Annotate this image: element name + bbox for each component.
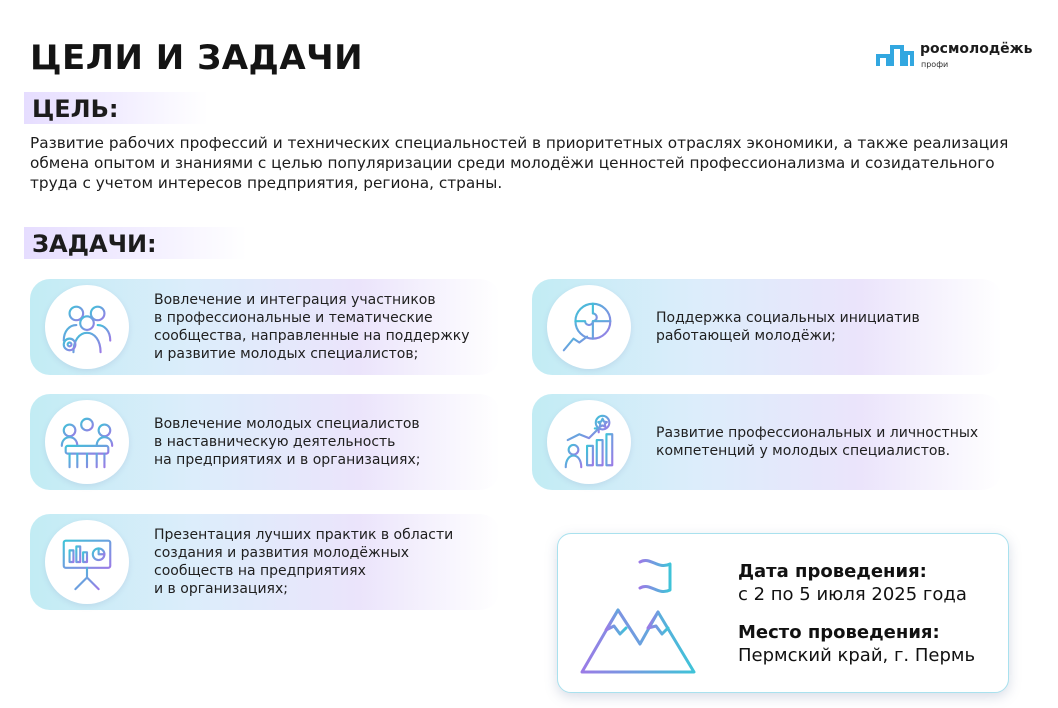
- event-place-label: Место проведения:: [738, 622, 940, 643]
- rosmolodezh-logo: [876, 38, 1036, 72]
- task-card-initiatives: [532, 279, 1002, 375]
- event-info-box: [557, 533, 1009, 693]
- page-title: ЦЕЛИ И ЗАДАЧИ: [30, 38, 364, 78]
- mentoring-table-icon: [56, 411, 118, 473]
- task-card-competencies: [532, 394, 1002, 490]
- task-text: Поддержка социальных инициатив работающей молодёжи;: [656, 310, 920, 344]
- puzzle-hand-icon: [558, 296, 620, 358]
- logo-name: росмолодёжь: [920, 41, 1033, 57]
- tasks-heading: ЗАДАЧИ:: [24, 227, 247, 259]
- logo-mark-icon: [876, 44, 914, 68]
- growth-chart-star-icon: [558, 411, 620, 473]
- task-card-presentation: [30, 514, 500, 610]
- goal-text: Развитие рабочих профессий и технических специальностей в приоритетных отраслях экономики, а также реализация обмена опытом и знаниями с целью популяризации среди молодёжи ценностей профессионализма и созидательного труда с учетом интересов предприятия, региона, страны.: [30, 134, 1009, 192]
- goal-heading: ЦЕЛЬ:: [24, 92, 208, 124]
- presentation-board-icon: [56, 531, 118, 593]
- task-text: Вовлечение молодых специалистов в наставническую деятельность на предприятиях и в организациях;: [154, 416, 421, 468]
- event-date-label: Дата проведения:: [738, 561, 927, 582]
- community-people-icon: [56, 296, 118, 358]
- task-card-community: [30, 279, 500, 375]
- task-card-mentoring: [30, 394, 500, 490]
- logo-sub: профи: [921, 60, 949, 69]
- event-place-value: Пермский край, г. Пермь: [738, 645, 976, 666]
- mountain-flag-icon: [578, 548, 698, 678]
- event-date-value: с 2 по 5 июля 2025 года: [738, 584, 967, 605]
- task-text: Развитие профессиональных и личностных компетенций у молодых специалистов.: [656, 425, 979, 459]
- task-text: Презентация лучших практик в области создания и развития молодёжных сообществ на предприятиях и в организациях;: [154, 527, 454, 597]
- task-text: Вовлечение и интеграция участников в профессиональные и тематические сообщества, направленные на поддержку и развитие молодых специалистов;: [154, 292, 470, 362]
